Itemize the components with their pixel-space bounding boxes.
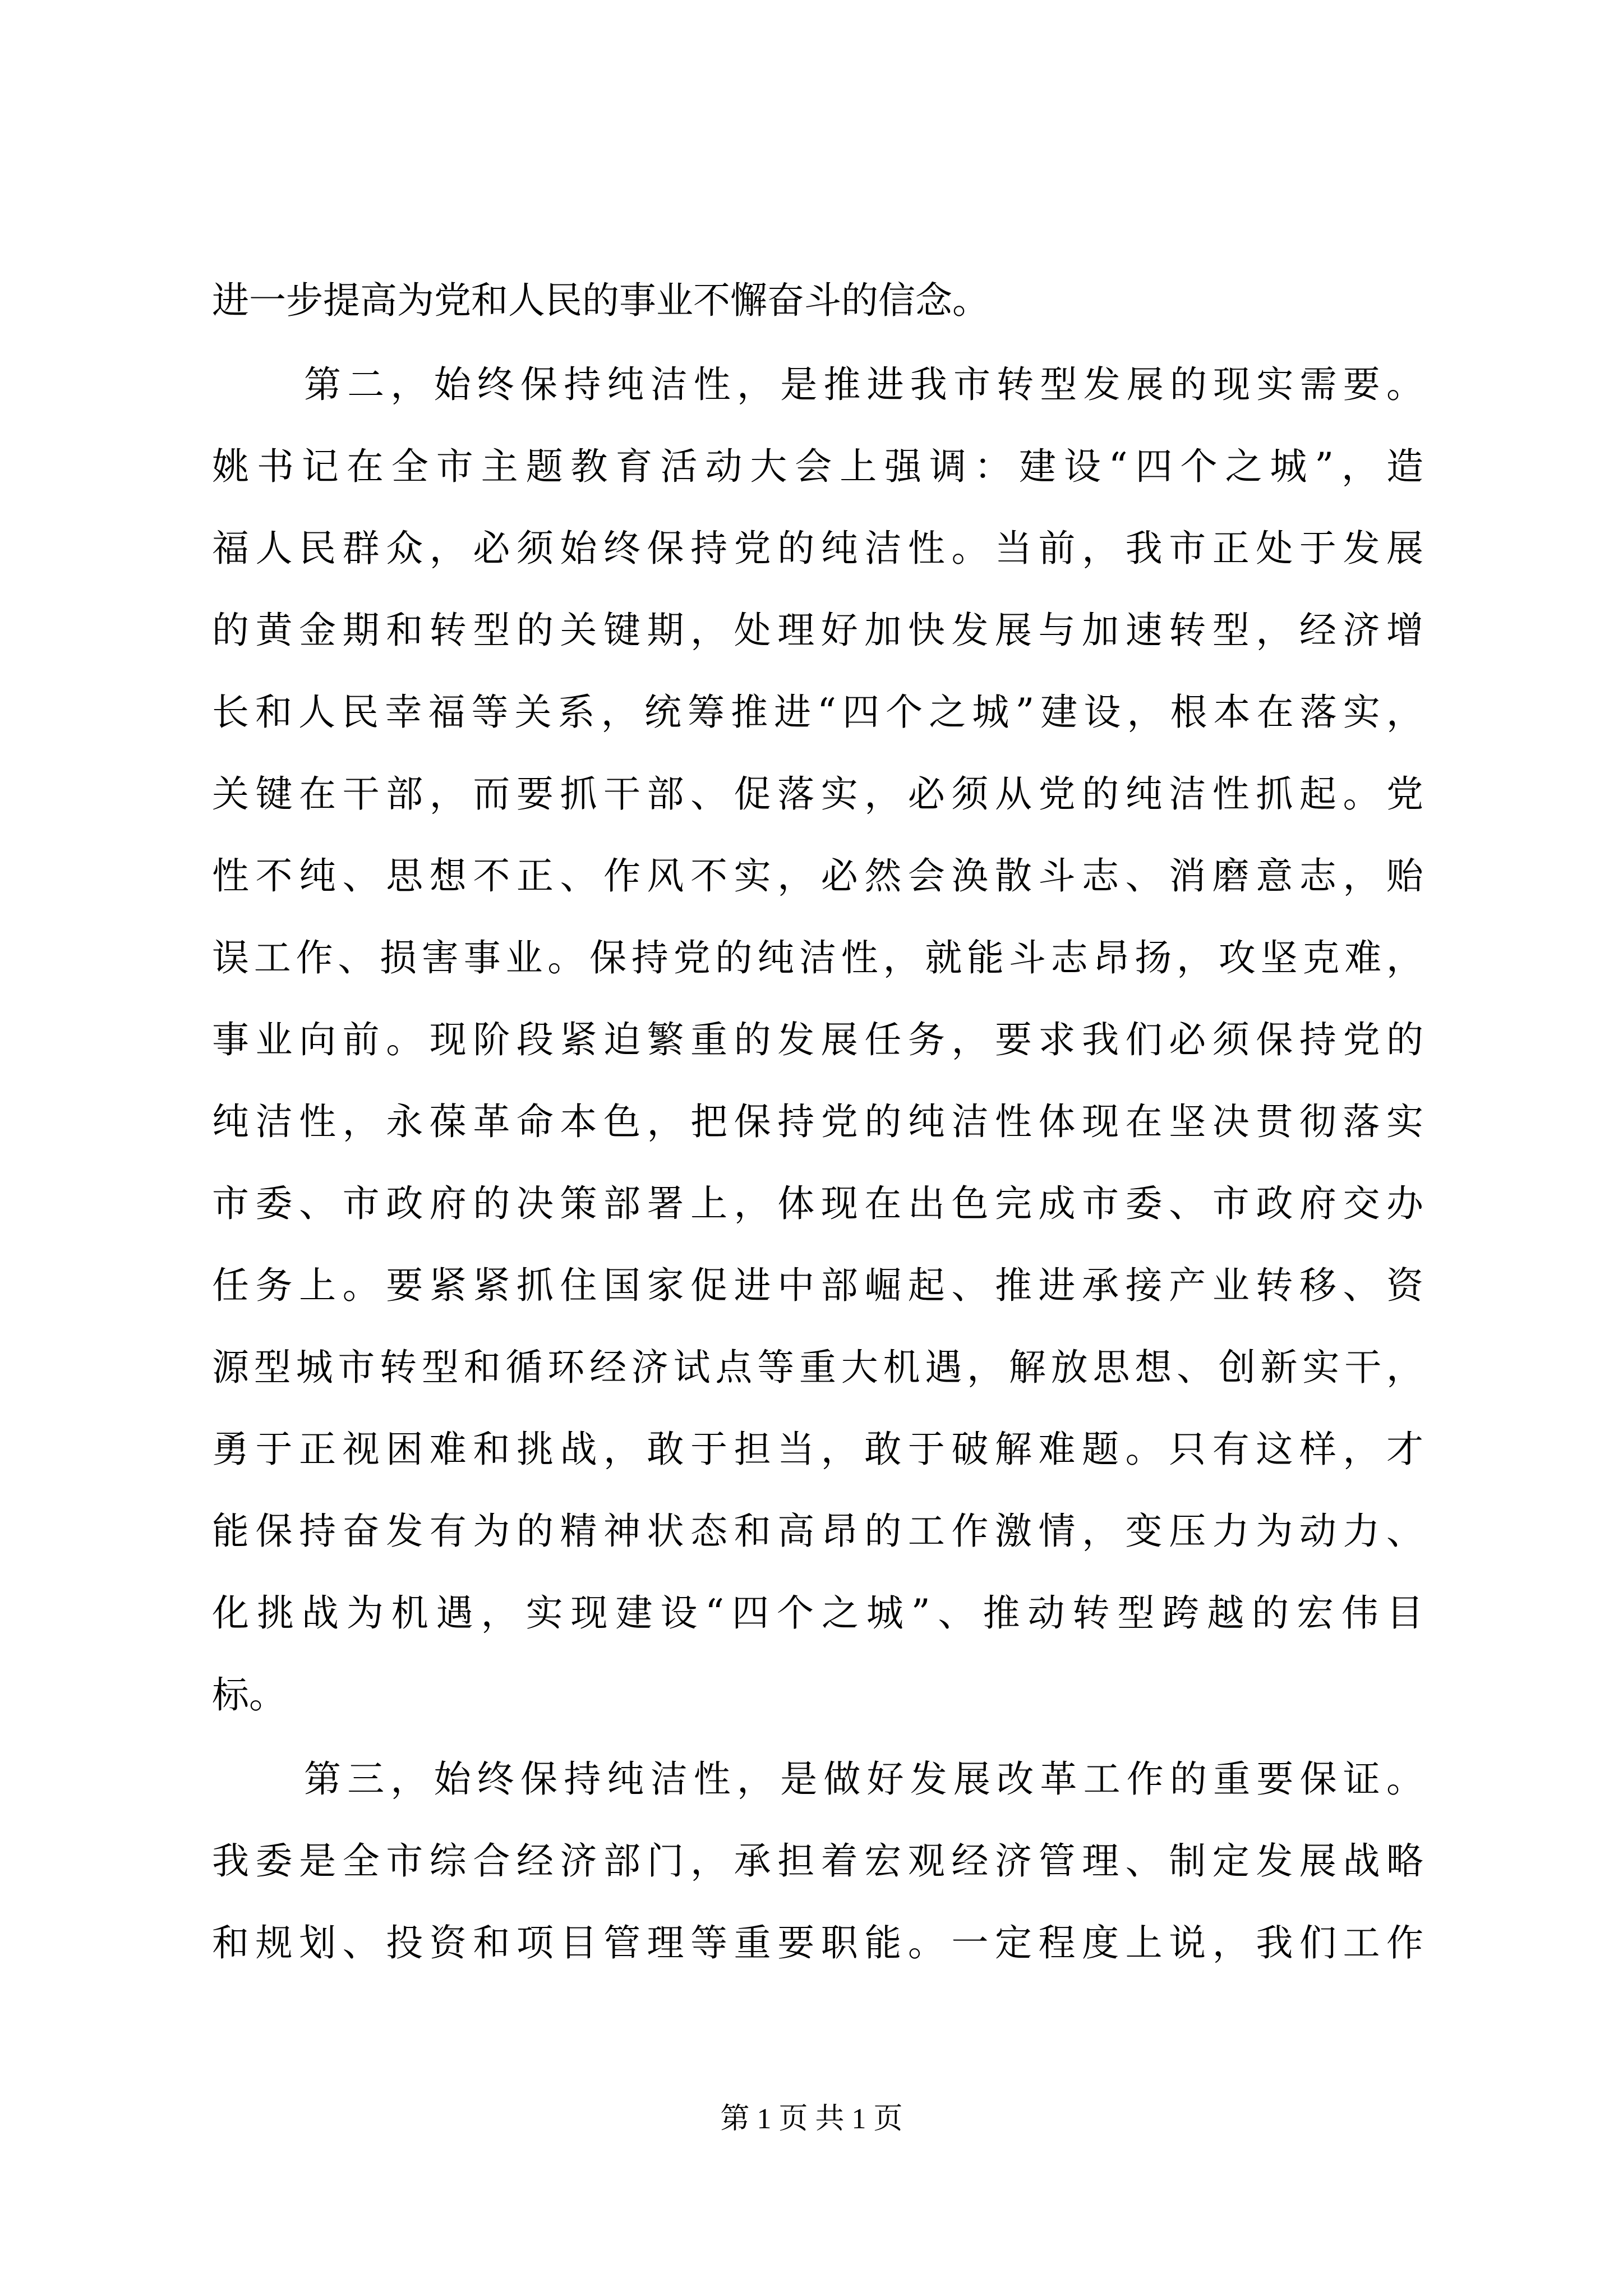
paragraph-first-line: 第二，始终保持纯洁性，是推进我市转型发展的现实需要。: [304, 363, 1423, 406]
text-line: 纯洁性，永葆革命本色，把保持党的纯洁性体现在坚决贯彻落实: [212, 1100, 1423, 1143]
text-line: 市委、市政府的决策部署上，体现在出色完成市委、市政府交办: [212, 1182, 1423, 1225]
text-line: 源型城市转型和循环经济试点等重大机遇，解放思想、创新实干，: [212, 1346, 1423, 1389]
text-line: 的黄金期和转型的关键期，处理好加快发展与加速转型，经济增: [212, 609, 1423, 652]
text-line: 勇于正视困难和挑战，敢于担当，敢于破解难题。只有这样，才: [212, 1428, 1423, 1471]
text-line: 标。: [212, 1673, 286, 1717]
text-line: 姚书记在全市主题教育活动大会上强调：建设“四个之城”，造: [212, 445, 1423, 488]
text-line: 长和人民幸福等关系，统筹推进“四个之城”建设，根本在落实，: [212, 691, 1423, 734]
text-line: 福人民群众，必须始终保持党的纯洁性。当前，我市正处于发展: [212, 527, 1423, 570]
text-line: 关键在干部，而要抓干部、促落实，必须从党的纯洁性抓起。党: [212, 772, 1423, 816]
text-line: 任务上。要紧紧抓住国家促进中部崛起、推进承接产业转移、资: [212, 1264, 1423, 1307]
text-line: 性不纯、思想不正、作风不实，必然会涣散斗志、消磨意志，贻: [212, 854, 1423, 898]
text-line: 进一步提高为党和人民的事业不懈奋斗的信念。: [212, 279, 989, 322]
text-line: 我委是全市综合经济部门，承担着宏观经济管理、制定发展战略: [212, 1839, 1423, 1883]
text-line: 能保持奋发有为的精神状态和高昂的工作激情，变压力为动力、: [212, 1510, 1423, 1553]
text-line: 误工作、损害事业。保持党的纯洁性，就能斗志昂扬，攻坚克难，: [212, 936, 1423, 979]
text-line: 化挑战为机遇，实现建设“四个之城”、推动转型跨越的宏伟目: [212, 1591, 1423, 1635]
page-footer: 第 1 页 共 1 页: [720, 2103, 903, 2135]
paragraph-first-line: 第三，始终保持纯洁性，是做好发展改革工作的重要保证。: [304, 1757, 1423, 1801]
text-line: 事业向前。现阶段紧迫繁重的发展任务，要求我们必须保持党的: [212, 1018, 1423, 1061]
text-line: 和规划、投资和项目管理等重要职能。一定程度上说，我们工作: [212, 1921, 1423, 1964]
